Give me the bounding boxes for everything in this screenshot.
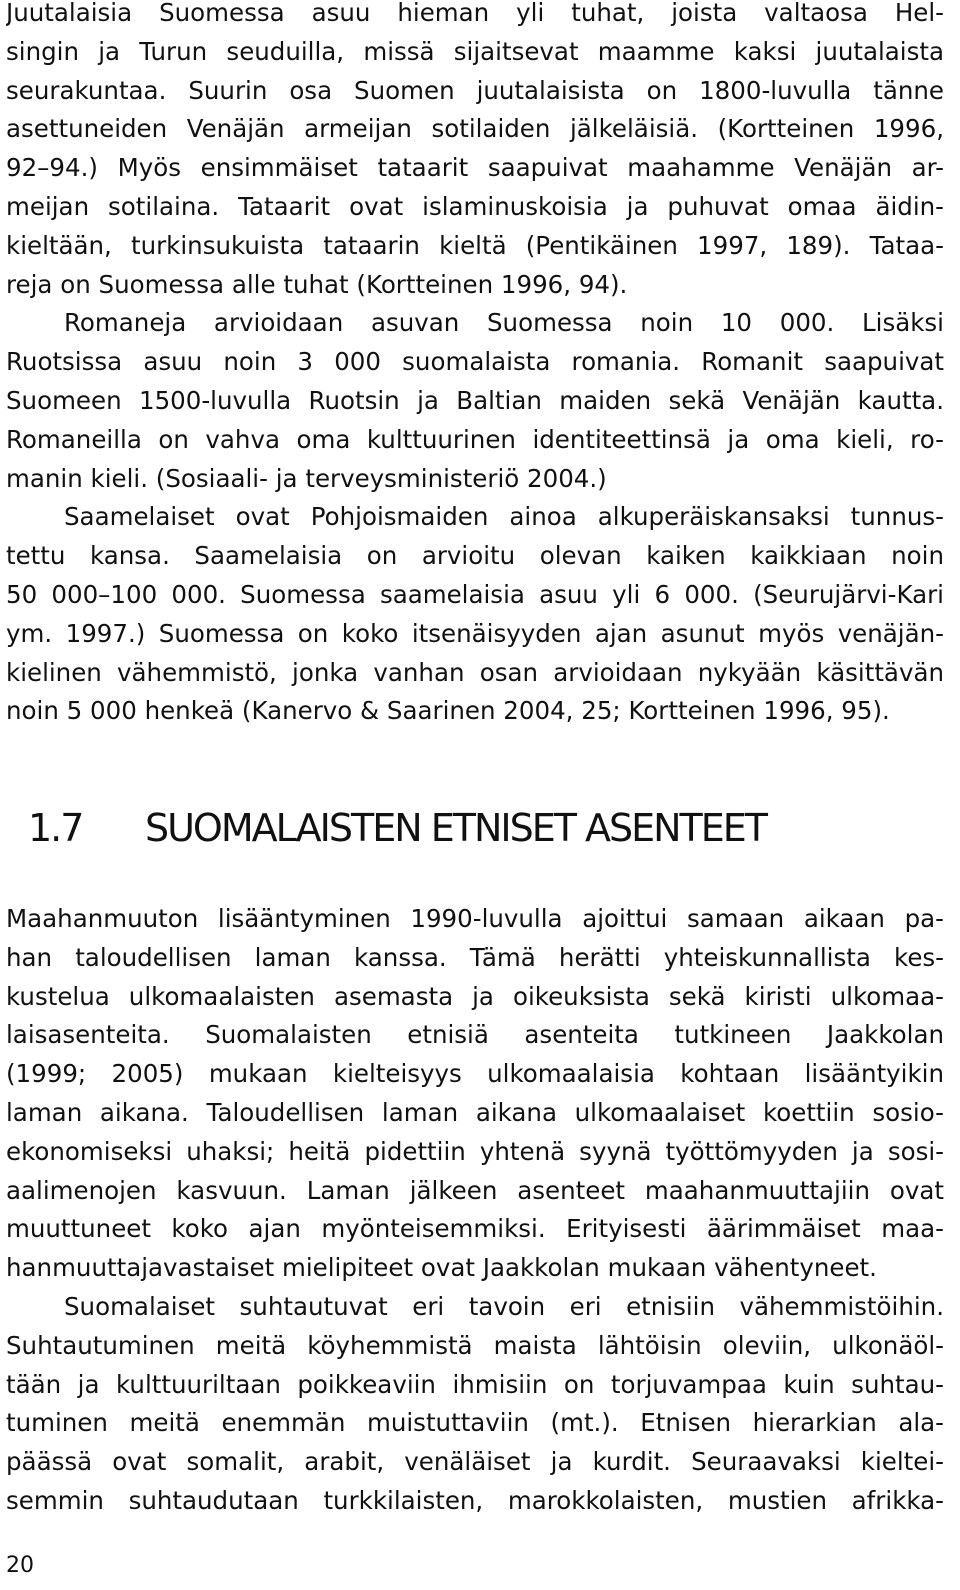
text-line: Saamelaiset ovat Pohjoismaiden ainoa alkuperäiskansaksi tunnus- <box>64 502 944 532</box>
page-number: 20 <box>6 1553 34 1578</box>
text-line: Suhtautuminen meitä köyhemmistä maista lähtöisin oleviin, ulkonäöl- <box>6 1330 944 1360</box>
section-number: 1.7 <box>28 806 83 850</box>
text-line: Romaneilla on vahva oma kulttuurinen identiteettinsä ja oma kieli, ro- <box>6 424 944 454</box>
section-heading <box>28 804 766 852</box>
text-line: kielinen vähemmistö, jonka vanhan osan arvioidaan nykyään käsittävän <box>6 657 944 687</box>
text-line: kieltään, turkinsukuista tataarin kieltä (Pentikäinen 1997, 189). Tataa- <box>6 230 944 260</box>
text-line: Romaneja arvioidaan asuvan Suomessa noin 10 000. Lisäksi <box>64 308 944 338</box>
text-line: reja on Suomessa alle tuhat (Kortteinen 1996, 94). <box>6 269 628 299</box>
text-line: hanmuuttajavastaiset mielipiteet ovat Jaakkolan mukaan vähentyneet. <box>6 1253 877 1283</box>
text-line: muuttuneet koko ajan myönteisemmiksi. Erityisesti äärimmäiset maa- <box>6 1214 944 1244</box>
text-line: päässä ovat somalit, arabit, venäläiset ja kurdit. Seuraavaksi kieltei- <box>6 1447 944 1477</box>
text-line: semmin suhtaudutaan turkkilaisten, marokkolaisten, mustien afrikka- <box>6 1486 944 1515</box>
text-line: (1999; 2005) mukaan kielteisyys ulkomaalaisia kohtaan lisääntyikin <box>6 1059 944 1089</box>
text-line: asettuneiden Venäjän armeijan sotilaiden jälkeläisiä. (Kortteinen 1996, <box>6 114 944 144</box>
text-line: tään ja kulttuuriltaan poikkeaviin ihmisiin on torjuvampaa kuin suhtau- <box>6 1369 944 1399</box>
text-line: Suomalaiset suhtautuvat eri tavoin eri etnisiin vähemmistöihin. <box>64 1292 944 1321</box>
text-line: 92–94.) Myös ensimmäiset tataarit saapuivat maahamme Venäjän ar- <box>6 153 944 183</box>
text-line: manin kieli. (Sosiaali- ja terveysministeriö 2004.) <box>6 463 607 493</box>
text-line: ym. 1997.) Suomessa on koko itsenäisyyden ajan asunut myös venäjän- <box>6 618 944 648</box>
text-line: han taloudellisen laman kanssa. Tämä herätti yhteiskunnallista kes- <box>6 942 944 972</box>
text-line: Suomeen 1500-luvulla Ruotsin ja Baltian maiden sekä Venäjän kautta. <box>6 386 944 415</box>
text-line: kustelua ulkomaalaisten asemasta ja oikeuksista sekä kiristi ulkomaa- <box>6 981 944 1011</box>
text-line: laman aikana. Taloudellisen laman aikana ulkomaalaiset koettiin sosio- <box>6 1098 944 1127</box>
text-line: singin ja Turun seuduilla, missä sijaitsevat maamme kaksi juutalaista <box>6 36 944 66</box>
text-line: noin 5 000 henkeä (Kanervo & Saarinen 2004, 25; Kortteinen 1996, 95). <box>6 696 890 726</box>
text-line: meijan sotilaina. Tataarit ovat islaminuskoisia ja puhuvat omaa äidin- <box>6 192 944 221</box>
text-line: 50 000–100 000. Suomessa saamelaisia asuu yli 6 000. (Seurujärvi-Kari <box>6 580 944 609</box>
text-line: Ruotsissa asuu noin 3 000 suomalaista romania. Romanit saapuivat <box>6 347 944 377</box>
text-line: aalimenojen kasvuun. Laman jälkeen asenteet maahanmuuttajiin ovat <box>6 1175 944 1205</box>
text-line: Maahanmuuton lisääntyminen 1990-luvulla ajoittui samaan aikaan pa- <box>6 904 944 933</box>
text-line: ekonomiseksi uhaksi; heitä pidettiin yhtenä syynä työttömyyden ja sosi- <box>6 1136 944 1166</box>
section-title: SUOMALAISTEN ETNISET ASENTEET <box>145 806 766 850</box>
text-line: laisasenteita. Suomalaisten etnisiä asenteita tutkineen Jaakkolan <box>6 1020 944 1050</box>
text-line: tettu kansa. Saamelaisia on arvioitu olevan kaiken kaikkiaan noin <box>6 541 944 571</box>
text-line: Juutalaisia Suomessa asuu hieman yli tuhat, joista valtaosa Hel- <box>6 0 944 27</box>
text-line: tuminen meitä enemmän muistuttaviin (mt.). Etnisen hierarkian ala- <box>6 1408 944 1438</box>
text-line: seurakuntaa. Suurin osa Suomen juutalaisista on 1800-luvulla tänne <box>6 75 944 105</box>
